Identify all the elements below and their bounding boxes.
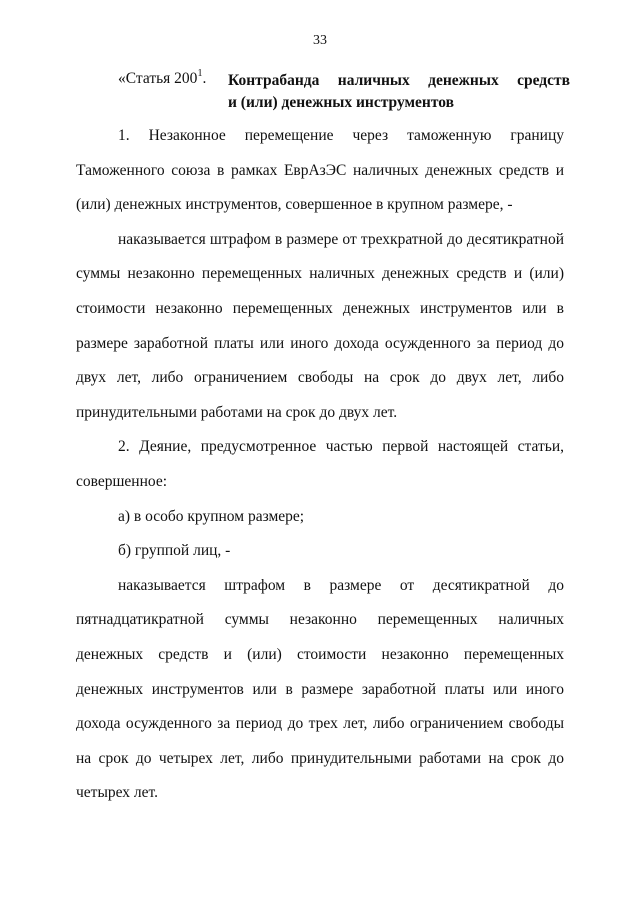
article-prefix: «Статья 200	[118, 70, 198, 87]
article-number	[118, 70, 206, 88]
paragraph-part2	[76, 430, 564, 499]
paragraph-part1-rest: Таможенного союза в рамках ЕврАзЭС наличных денежных средств и (или) денежных инструментов, совершенное в крупном размере, -	[76, 161, 564, 214]
paragraph-part1-first-line: 1. Незаконное перемещение через таможенную границу	[118, 127, 564, 144]
paragraph-item-a: а) в особо крупном размере;	[118, 507, 305, 525]
paragraph-part2-second-line: совершенное:	[76, 472, 168, 490]
paragraph-part2-penalty	[76, 569, 564, 811]
article-body	[76, 119, 564, 811]
paragraph-part2-first-line: 2. Деяние, предусмотренное частью первой настоящей статьи,	[118, 438, 564, 456]
article-title-line1: Контрабанда наличных денежных средств	[228, 72, 570, 89]
article-suffix: .	[202, 70, 207, 87]
paragraph-part1-penalty: наказывается штрафом в размере от трехкратной до десятикратной суммы незаконно перемещенных наличных денежных средств и (или) стоимости незаконно перемещенных денежных инструментов или в размере заработной платы или иного дохода осужденного за период до двух лет, либо ограничением свободы на срок до двух лет, либо принудительными работами на срок до двух лет.	[76, 230, 564, 421]
article-superscript: 1	[197, 68, 203, 79]
article-title	[228, 70, 570, 114]
page-number: 33	[313, 33, 327, 48]
paragraph-item-b: б) группой лиц, -	[118, 542, 231, 560]
paragraph-part1	[76, 119, 564, 223]
paragraph-part2-penalty-first-line: наказывается штрафом в размере от десятикратной до	[118, 576, 564, 594]
paragraph-part2-penalty-rest: пятнадцатикратной суммы незаконно перемещенных наличных денежных средств и (или) стоимости незаконно перемещенных денежных инструментов или в размере заработной платы или иного дохода осужденного за период до трех лет, либо ограничением свободы на срок до четырех лет, либо принудительными работами на срок до четырех лет.	[76, 611, 564, 802]
article-title-line2: и (или) денежных инструментов	[228, 94, 455, 111]
